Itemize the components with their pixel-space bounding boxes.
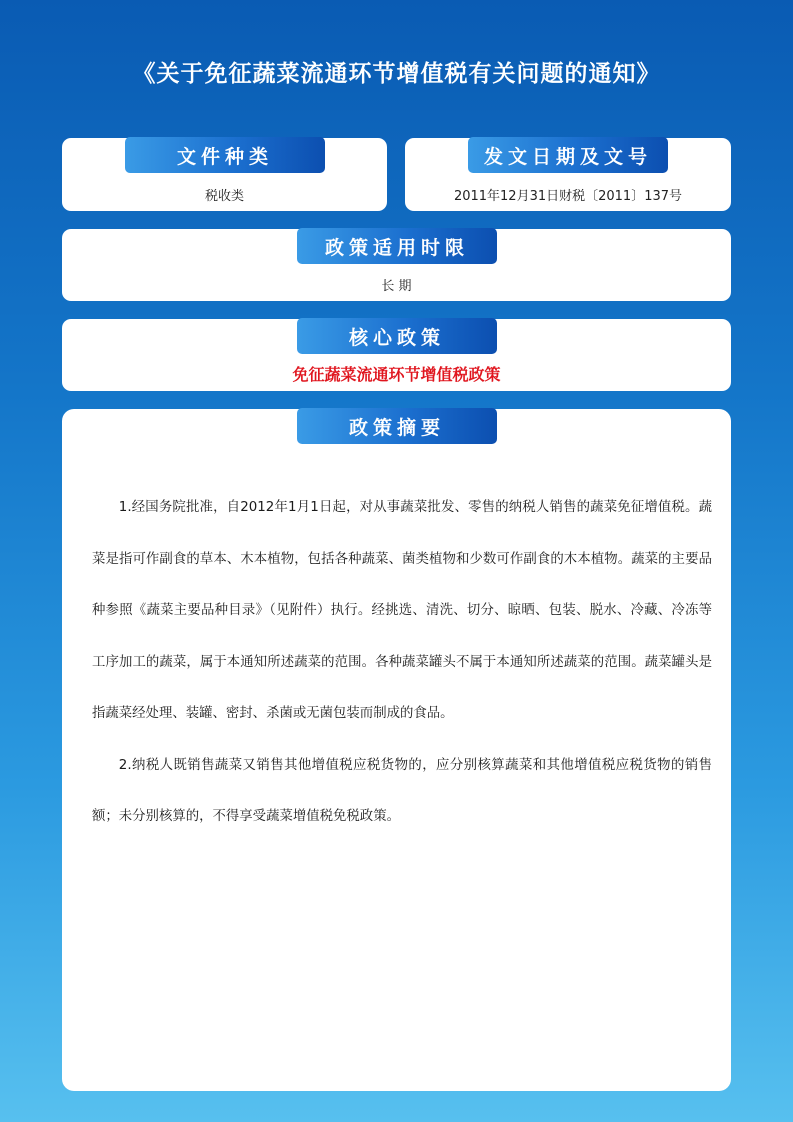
doc-type-label: 文件种类 <box>125 137 325 173</box>
core-policy-label: 核心政策 <box>297 318 497 354</box>
summary-paragraph-2: 2.纳税人既销售蔬菜又销售其他增值税应税货物的，应分别核算蔬菜和其他增值税应税货物的销售额；未分别核算的，不得享受蔬菜增值税免税政策。 <box>92 757 712 824</box>
summary-label: 政策摘要 <box>297 408 497 444</box>
period-card <box>62 229 731 301</box>
period-value: 长 期 <box>381 279 412 294</box>
core-policy-card <box>62 319 731 391</box>
doc-type-card <box>62 138 387 211</box>
summary-card <box>62 409 731 1091</box>
page-title: 《关于免征蔬菜流通环节增值税有关问题的通知》 <box>132 61 661 87</box>
date-number-card <box>405 138 731 211</box>
summary-paragraph-1: 1.经国务院批准，自2012年1月1日起，对从事蔬菜批发、零售的纳税人销售的蔬菜免征增值税。蔬菜是指可作副食的草本、木本植物，包括各种蔬菜、菌类植物和少数可作副食的木本植物。蔬菜的主要品种参照《蔬菜主要品种目录》（见附件）执行。经挑选、清洗、切分、晾晒、包装、脱水、冷藏、冷冻等工序加工的蔬菜，属于本通知所述蔬菜的范围。各种蔬菜罐头不属于本通知所述蔬菜的范围。蔬菜罐头是指蔬菜经处理、装罐、密封、杀菌或无菌包装而制成的食品。 <box>92 500 712 721</box>
summary-body <box>92 482 712 843</box>
doc-type-value: 税收类 <box>204 189 244 204</box>
period-label: 政策适用时限 <box>297 228 497 264</box>
core-policy-value: 免征蔬菜流通环节增值税政策 <box>292 365 501 384</box>
date-number-value: 2011年12月31日财税〔2011〕137号 <box>453 189 683 204</box>
date-number-label: 发文日期及文号 <box>468 137 668 173</box>
